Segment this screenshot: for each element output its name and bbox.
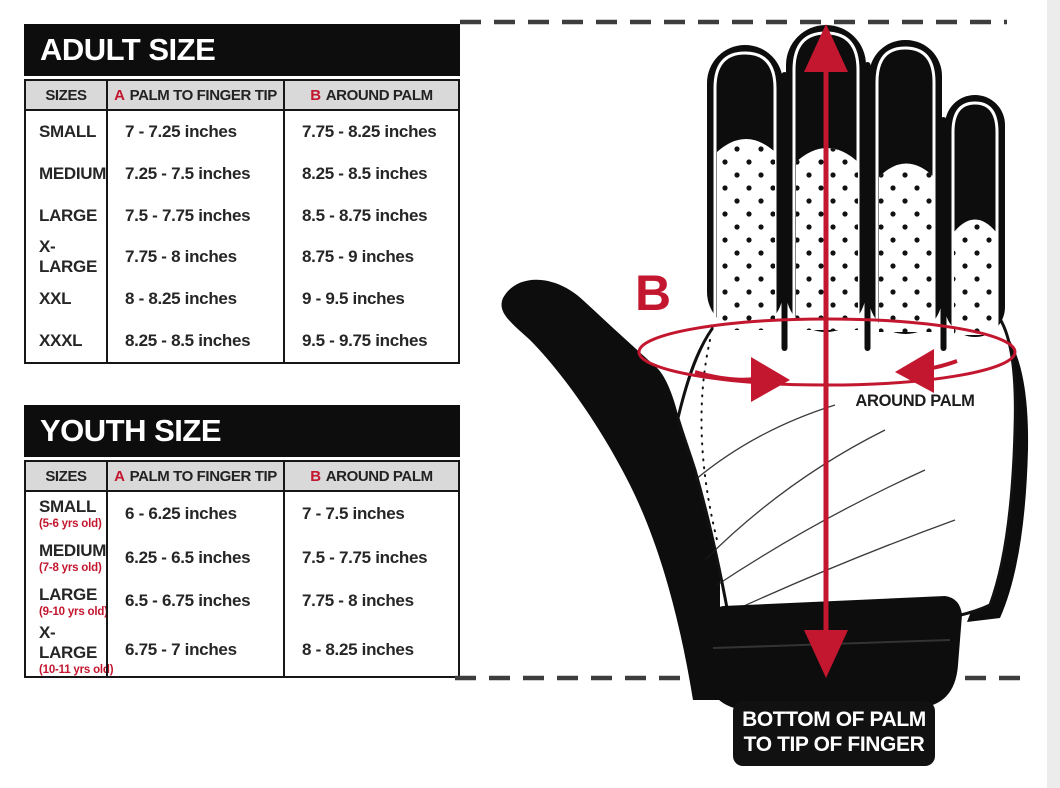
table-row <box>26 579 458 623</box>
column-header-label: AROUND PALM <box>325 467 433 485</box>
size-name: LARGE <box>39 584 98 604</box>
column-header-label: SIZES <box>45 467 87 485</box>
around-palm-value: 8 - 8.25 inches <box>283 623 458 676</box>
badge-line-2: TO TIP OF FINGER <box>743 732 925 756</box>
column-header-label: SIZES <box>45 86 87 104</box>
youth-table-body <box>24 492 460 678</box>
table-row <box>26 195 458 237</box>
age-range: (5-6 yrs old) <box>39 518 102 531</box>
size-label <box>26 579 106 623</box>
adult-size-table <box>24 24 460 364</box>
around-palm-value: 9.5 - 9.75 inches <box>283 320 458 362</box>
youth-table-title: YOUTH SIZE <box>24 405 460 457</box>
glove-palm <box>678 312 1015 627</box>
size-label: LARGE <box>39 205 98 225</box>
around-palm-label: AROUND PALM <box>855 392 975 410</box>
palm-to-finger-tip-value: 6 - 6.25 inches <box>106 492 283 536</box>
ring-finger <box>869 40 942 334</box>
column-header-sizes <box>26 81 106 109</box>
palm-to-finger-tip-value: 7.25 - 7.5 inches <box>106 153 283 195</box>
table-row <box>26 320 458 362</box>
palm-to-finger-tip-value: 6.75 - 7 inches <box>106 623 283 676</box>
size-label: XXXL <box>39 331 83 351</box>
adult-table-body <box>24 111 460 364</box>
column-header-label: PALM TO FINGER TIP <box>129 86 277 104</box>
around-palm-value: 7.75 - 8 inches <box>283 579 458 623</box>
age-range: (10-11 yrs old) <box>39 664 114 677</box>
size-label: XXL <box>39 289 72 309</box>
table-row <box>26 153 458 195</box>
measure-letter-b: B <box>310 467 321 485</box>
age-range: (9-10 yrs old) <box>39 605 108 618</box>
size-label: SMALL <box>39 121 97 141</box>
around-palm-value: 8.25 - 8.5 inches <box>283 153 458 195</box>
column-header-label: AROUND PALM <box>325 86 433 104</box>
glove-thumb <box>502 280 720 700</box>
palm-to-finger-tip-value: 8.25 - 8.5 inches <box>106 320 283 362</box>
palm-to-finger-tip-value: 7 - 7.25 inches <box>106 111 283 153</box>
column-header-label: PALM TO FINGER TIP <box>129 467 277 485</box>
bottom-of-palm-badge <box>733 701 935 766</box>
adult-table-header-row <box>24 79 460 111</box>
palm-to-finger-tip-value: 7.75 - 8 inches <box>106 236 283 278</box>
size-name: SMALL <box>39 497 97 517</box>
column-header-around-palm <box>283 462 458 490</box>
palm-to-finger-tip-value: 6.5 - 6.75 inches <box>106 579 283 623</box>
table-row <box>26 492 458 536</box>
palm-to-finger-tip-value: 8 - 8.25 inches <box>106 278 283 320</box>
column-header-around-palm <box>283 81 458 109</box>
column-header-palm-to-finger-tip <box>106 462 283 490</box>
around-palm-value: 7.75 - 8.25 inches <box>283 111 458 153</box>
measure-letter-a: A <box>114 467 125 485</box>
around-palm-value: 8.5 - 8.75 inches <box>283 195 458 237</box>
around-palm-value: 9 - 9.5 inches <box>283 278 458 320</box>
adult-table-title: ADULT SIZE <box>24 24 460 76</box>
index-finger <box>707 45 783 330</box>
measure-letter-b: B <box>310 86 321 104</box>
size-label <box>26 536 106 580</box>
table-row <box>26 236 458 278</box>
size-label: MEDIUM <box>39 163 107 183</box>
column-header-palm-to-finger-tip <box>106 81 283 109</box>
youth-table-header-row <box>24 460 460 492</box>
youth-size-table <box>24 405 460 678</box>
measure-letter-a: A <box>114 86 125 104</box>
around-palm-value: 7.5 - 7.75 inches <box>283 536 458 580</box>
age-range: (7-8 yrs old) <box>39 562 102 574</box>
glove-measurement-diagram <box>455 0 1060 788</box>
b-measure-marker: B <box>635 265 671 321</box>
around-palm-value: 8.75 - 9 inches <box>283 236 458 278</box>
column-header-sizes <box>26 462 106 490</box>
pinky-finger <box>945 95 1005 337</box>
size-name: MEDIUM <box>39 541 107 560</box>
size-name: X-LARGE <box>39 623 98 663</box>
palm-to-finger-tip-value: 6.25 - 6.5 inches <box>106 536 283 580</box>
table-row <box>26 623 458 676</box>
size-label: X-LARGE <box>39 237 98 277</box>
glove-fingers <box>707 25 1005 348</box>
table-row <box>26 278 458 320</box>
table-row <box>26 536 458 580</box>
around-palm-value: 7 - 7.5 inches <box>283 492 458 536</box>
table-row <box>26 111 458 153</box>
size-label <box>26 623 114 677</box>
badge-line-1: BOTTOM OF PALM <box>742 708 926 731</box>
palm-to-finger-tip-value: 7.5 - 7.75 inches <box>106 195 283 237</box>
size-label <box>26 492 106 536</box>
